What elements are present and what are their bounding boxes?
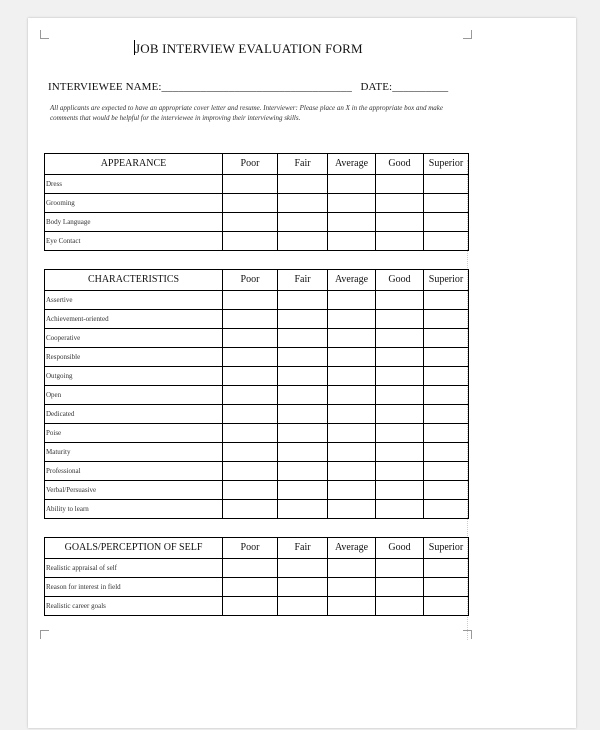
rating-column-header: Poor bbox=[223, 538, 278, 559]
rating-checkbox-cell[interactable] bbox=[278, 232, 328, 251]
date-blank[interactable]: __________ bbox=[392, 81, 449, 93]
rating-checkbox-cell[interactable] bbox=[424, 175, 469, 194]
criterion-label: Responsible bbox=[45, 348, 223, 367]
rating-checkbox-cell[interactable] bbox=[328, 559, 376, 578]
criterion-label: Dress bbox=[45, 175, 223, 194]
table-row bbox=[45, 578, 469, 597]
table-row bbox=[45, 424, 469, 443]
rating-checkbox-cell[interactable] bbox=[424, 462, 469, 481]
rating-checkbox-cell[interactable] bbox=[424, 559, 469, 578]
criterion-label: Grooming bbox=[45, 194, 223, 213]
rating-column-header: Average bbox=[328, 538, 376, 559]
rating-checkbox-cell[interactable] bbox=[376, 367, 424, 386]
rating-checkbox-cell[interactable] bbox=[376, 291, 424, 310]
rating-checkbox-cell[interactable] bbox=[424, 443, 469, 462]
rating-checkbox-cell[interactable] bbox=[223, 443, 278, 462]
table-row bbox=[45, 367, 469, 386]
rating-checkbox-cell[interactable] bbox=[278, 329, 328, 348]
instructions-text: All applicants are expected to have an appropriate cover letter and resume. Interviewer: Please place an X in the appropriate box and make comments that would be helpful for the interviewee in improving their interviewing skills. bbox=[50, 104, 443, 122]
rating-checkbox-cell[interactable] bbox=[376, 597, 424, 616]
rating-checkbox-cell[interactable] bbox=[278, 175, 328, 194]
rating-checkbox-cell[interactable] bbox=[328, 424, 376, 443]
rating-checkbox-cell[interactable] bbox=[376, 578, 424, 597]
rating-checkbox-cell[interactable] bbox=[328, 578, 376, 597]
criterion-label: Achievement-oriented bbox=[45, 310, 223, 329]
criterion-label: Open bbox=[45, 386, 223, 405]
rating-column-header: Good bbox=[376, 270, 424, 291]
crop-mark-bottom-left bbox=[40, 630, 49, 639]
section-header-row bbox=[45, 154, 469, 175]
rating-checkbox-cell[interactable] bbox=[424, 367, 469, 386]
rating-checkbox-cell[interactable] bbox=[328, 175, 376, 194]
rating-checkbox-cell[interactable] bbox=[223, 329, 278, 348]
rating-checkbox-cell[interactable] bbox=[278, 481, 328, 500]
rating-checkbox-cell[interactable] bbox=[328, 348, 376, 367]
section-heading: APPEARANCE bbox=[45, 154, 223, 175]
crop-mark-top-left bbox=[40, 30, 49, 39]
criterion-label: Realistic career goals bbox=[45, 597, 223, 616]
date-label: DATE: bbox=[360, 81, 393, 93]
rating-checkbox-cell[interactable] bbox=[328, 405, 376, 424]
rating-checkbox-cell[interactable] bbox=[424, 194, 469, 213]
rating-checkbox-cell[interactable] bbox=[223, 367, 278, 386]
rating-checkbox-cell[interactable] bbox=[376, 175, 424, 194]
rating-column-header: Superior bbox=[424, 154, 469, 175]
rating-checkbox-cell[interactable] bbox=[328, 500, 376, 519]
rating-checkbox-cell[interactable] bbox=[328, 310, 376, 329]
rating-checkbox-cell[interactable] bbox=[223, 481, 278, 500]
criterion-label: Professional bbox=[45, 462, 223, 481]
rating-checkbox-cell[interactable] bbox=[328, 329, 376, 348]
rating-checkbox-cell[interactable] bbox=[424, 329, 469, 348]
rating-checkbox-cell[interactable] bbox=[223, 559, 278, 578]
rating-checkbox-cell[interactable] bbox=[424, 597, 469, 616]
rating-checkbox-cell[interactable] bbox=[278, 194, 328, 213]
table-row bbox=[45, 405, 469, 424]
table-row bbox=[45, 559, 469, 578]
form-title: JOB INTERVIEW EVALUATION FORM bbox=[135, 41, 363, 56]
rating-column-header: Fair bbox=[278, 538, 328, 559]
criterion-label: Ability to learn bbox=[45, 500, 223, 519]
table-row bbox=[45, 232, 469, 251]
table-row bbox=[45, 443, 469, 462]
table-row bbox=[45, 291, 469, 310]
rating-column-header: Superior bbox=[424, 270, 469, 291]
table-row bbox=[45, 597, 469, 616]
goals-table bbox=[44, 537, 469, 616]
rating-column-header: Average bbox=[328, 270, 376, 291]
criterion-label: Outgoing bbox=[45, 367, 223, 386]
rating-checkbox-cell[interactable] bbox=[376, 405, 424, 424]
table-row bbox=[45, 329, 469, 348]
rating-checkbox-cell[interactable] bbox=[376, 329, 424, 348]
rating-checkbox-cell[interactable] bbox=[278, 213, 328, 232]
rating-checkbox-cell[interactable] bbox=[376, 559, 424, 578]
rating-checkbox-cell[interactable] bbox=[328, 386, 376, 405]
interviewee-name-blank[interactable]: __________________________________ bbox=[161, 81, 352, 93]
rating-checkbox-cell[interactable] bbox=[328, 481, 376, 500]
crop-mark-top-right bbox=[463, 30, 472, 39]
rating-checkbox-cell[interactable] bbox=[223, 597, 278, 616]
criterion-label: Assertive bbox=[45, 291, 223, 310]
rating-column-header: Poor bbox=[223, 270, 278, 291]
rating-checkbox-cell[interactable] bbox=[376, 424, 424, 443]
rating-checkbox-cell[interactable] bbox=[424, 232, 469, 251]
rating-checkbox-cell[interactable] bbox=[376, 500, 424, 519]
rating-checkbox-cell[interactable] bbox=[223, 500, 278, 519]
table-row bbox=[45, 175, 469, 194]
rating-checkbox-cell[interactable] bbox=[278, 578, 328, 597]
table-row bbox=[45, 310, 469, 329]
rating-checkbox-cell[interactable] bbox=[223, 232, 278, 251]
rating-checkbox-cell[interactable] bbox=[223, 194, 278, 213]
rating-column-header: Fair bbox=[278, 270, 328, 291]
rating-checkbox-cell[interactable] bbox=[328, 291, 376, 310]
rating-checkbox-cell[interactable] bbox=[424, 291, 469, 310]
section-heading: GOALS/PERCEPTION OF SELF bbox=[45, 538, 223, 559]
table-row bbox=[45, 500, 469, 519]
rating-checkbox-cell[interactable] bbox=[223, 386, 278, 405]
criterion-label: Reason for interest in field bbox=[45, 578, 223, 597]
rating-column-header: Good bbox=[376, 538, 424, 559]
rating-column-header: Average bbox=[328, 154, 376, 175]
characteristics-table bbox=[44, 269, 469, 519]
rating-checkbox-cell[interactable] bbox=[376, 310, 424, 329]
rating-checkbox-cell[interactable] bbox=[376, 443, 424, 462]
rating-checkbox-cell[interactable] bbox=[278, 386, 328, 405]
table-row bbox=[45, 481, 469, 500]
rating-checkbox-cell[interactable] bbox=[424, 424, 469, 443]
appearance-table bbox=[44, 153, 469, 251]
rating-checkbox-cell[interactable] bbox=[376, 213, 424, 232]
rating-checkbox-cell[interactable] bbox=[376, 481, 424, 500]
rating-checkbox-cell[interactable] bbox=[376, 386, 424, 405]
rating-checkbox-cell[interactable] bbox=[278, 310, 328, 329]
rating-checkbox-cell[interactable] bbox=[328, 213, 376, 232]
rating-checkbox-cell[interactable] bbox=[278, 291, 328, 310]
rating-checkbox-cell[interactable] bbox=[328, 597, 376, 616]
rating-column-header: Good bbox=[376, 154, 424, 175]
rating-checkbox-cell[interactable] bbox=[278, 443, 328, 462]
rating-checkbox-cell[interactable] bbox=[424, 500, 469, 519]
rating-checkbox-cell[interactable] bbox=[223, 578, 278, 597]
criterion-label: Dedicated bbox=[45, 405, 223, 424]
section-header-row bbox=[45, 270, 469, 291]
rating-checkbox-cell[interactable] bbox=[278, 500, 328, 519]
rating-checkbox-cell[interactable] bbox=[328, 462, 376, 481]
rating-checkbox-cell[interactable] bbox=[328, 194, 376, 213]
rating-checkbox-cell[interactable] bbox=[376, 462, 424, 481]
criterion-label: Body Language bbox=[45, 213, 223, 232]
table-row bbox=[45, 462, 469, 481]
rating-checkbox-cell[interactable] bbox=[424, 348, 469, 367]
interviewee-row bbox=[48, 81, 468, 93]
table-row bbox=[45, 213, 469, 232]
rating-checkbox-cell[interactable] bbox=[223, 348, 278, 367]
rating-checkbox-cell[interactable] bbox=[376, 232, 424, 251]
rating-checkbox-cell[interactable] bbox=[424, 386, 469, 405]
rating-checkbox-cell[interactable] bbox=[424, 405, 469, 424]
criterion-label: Cooperative bbox=[45, 329, 223, 348]
rating-checkbox-cell[interactable] bbox=[223, 424, 278, 443]
rating-checkbox-cell[interactable] bbox=[278, 424, 328, 443]
table-row bbox=[45, 194, 469, 213]
rating-checkbox-cell[interactable] bbox=[424, 310, 469, 329]
rating-checkbox-cell[interactable] bbox=[278, 559, 328, 578]
criterion-label: Verbal/Persuasive bbox=[45, 481, 223, 500]
rating-checkbox-cell[interactable] bbox=[424, 213, 469, 232]
table-row bbox=[45, 348, 469, 367]
rating-checkbox-cell[interactable] bbox=[223, 291, 278, 310]
criterion-label: Eye Contact bbox=[45, 232, 223, 251]
rating-checkbox-cell[interactable] bbox=[278, 348, 328, 367]
criterion-label: Poise bbox=[45, 424, 223, 443]
rating-checkbox-cell[interactable] bbox=[278, 462, 328, 481]
rating-checkbox-cell[interactable] bbox=[328, 367, 376, 386]
interviewee-label: INTERVIEWEE NAME: bbox=[48, 81, 162, 93]
rating-checkbox-cell[interactable] bbox=[376, 194, 424, 213]
rating-checkbox-cell[interactable] bbox=[424, 578, 469, 597]
section-header-row bbox=[45, 538, 469, 559]
rating-column-header: Superior bbox=[424, 538, 469, 559]
rating-checkbox-cell[interactable] bbox=[278, 367, 328, 386]
rating-checkbox-cell[interactable] bbox=[278, 597, 328, 616]
rating-checkbox-cell[interactable] bbox=[223, 175, 278, 194]
rating-checkbox-cell[interactable] bbox=[278, 405, 328, 424]
rating-checkbox-cell[interactable] bbox=[328, 232, 376, 251]
criterion-label: Maturity bbox=[45, 443, 223, 462]
rating-column-header: Fair bbox=[278, 154, 328, 175]
rating-checkbox-cell[interactable] bbox=[376, 348, 424, 367]
rating-column-header: Poor bbox=[223, 154, 278, 175]
rating-checkbox-cell[interactable] bbox=[223, 405, 278, 424]
rating-checkbox-cell[interactable] bbox=[328, 443, 376, 462]
section-heading: CHARACTERISTICS bbox=[45, 270, 223, 291]
rating-checkbox-cell[interactable] bbox=[223, 310, 278, 329]
rating-checkbox-cell[interactable] bbox=[424, 481, 469, 500]
rating-checkbox-cell[interactable] bbox=[223, 213, 278, 232]
rating-checkbox-cell[interactable] bbox=[223, 462, 278, 481]
criterion-label: Realistic appraisal of self bbox=[45, 559, 223, 578]
table-row bbox=[45, 386, 469, 405]
